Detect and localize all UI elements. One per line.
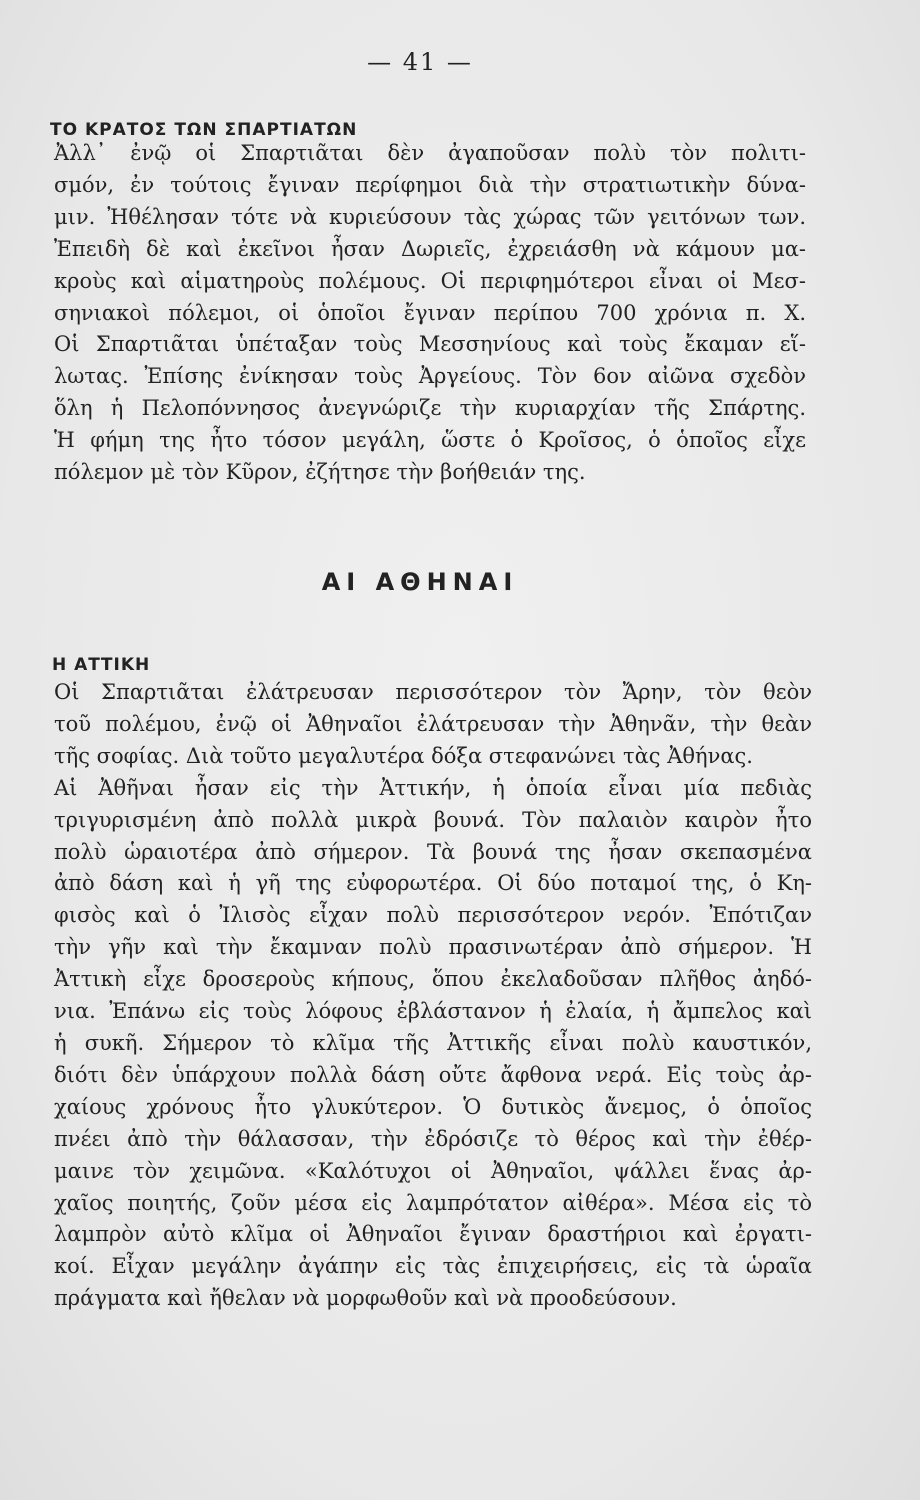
text-line: τριγυρισμένη ἀπὸ πολλὰ μικρὰ βουνά. Τὸν παλαιὸν καιρὸν ἦτο [54, 807, 812, 832]
text-line: κροὺς καὶ αἱματηροὺς πολέμους. Οἱ περιφημότεροι εἶναι οἱ Μεσ- [54, 268, 806, 293]
text-line: πνέει ἀπὸ τὴν θάλασσαν, τὴν ἐδρόσιζε τὸ θέρος καὶ τὴν ἐθέρ- [54, 1126, 812, 1151]
chapter-title: ΑΙ ΑΘΗΝΑΙ [321, 568, 519, 596]
text-line: λωτας. Ἐπίσης ἐνίκησαν τοὺς Ἀργείους. Τὸν 6ον αἰῶνα σχεδὸν [54, 364, 806, 389]
text-line: Ἡ φήμη της ἦτο τόσον μεγάλη, ὥστε ὁ Κροῖσος, ὁ ὁποῖος εἶχε [54, 428, 806, 453]
text-line: μιν. Ἠθέλησαν τότε νὰ κυριεύσουν τὰς χώρας τῶν γειτόνων των. [54, 204, 806, 229]
text-line: πόλεμον μὲ τὸν Κῦρον, ἐζήτησε τὴν βοήθειάν της. [54, 460, 586, 485]
text-line: Ἀττικὴ εἶχε δροσεροὺς κήπους, ὅπου ἐκελαδοῦσαν πλῆθος ἀηδό- [54, 967, 812, 992]
text-line: ἀπὸ δάση καὶ ἡ γῆ της εὐφορωτέρα. Οἱ δύο ποταμοί της, ὁ Κη- [54, 871, 812, 896]
text-line: νια. Ἐπάνω εἰς τοὺς λόφους ἐβλάστανον ἡ ἐλαία, ἡ ἄμπελος καὶ [54, 999, 812, 1024]
text-line: σηνιακοὶ πόλεμοι, οἱ ὁποῖοι ἔγιναν περίπου 700 χρόνια π. Χ. [54, 300, 806, 325]
text-line: πράγματα καὶ ἤθελαν νὰ μορφωθοῦν καὶ νὰ προοδεύσουν. [54, 1286, 677, 1311]
text-line: πολὺ ὡραιοτέρα ἀπὸ σήμερον. Τὰ βουνά της ἦσαν σκεπασμένα [54, 839, 812, 864]
text-line: Οἱ Σπαρτιᾶται ἐλάτρευσαν περισσότερον τὸν Ἄρην, τὸν θεὸν [54, 680, 812, 704]
paragraph-attiki [54, 677, 812, 1315]
text-line: φισὸς καὶ ὁ Ἰλισὸς εἶχαν πολὺ περισσότερον νερόν. Ἐπότιζαν [54, 903, 812, 928]
text-line: Ἐπειδὴ δὲ καὶ ἐκεῖνοι ἦσαν Δωριεῖς, ἐχρειάσθη νὰ κάμουν μα- [54, 236, 806, 261]
paragraph-sparta [54, 138, 806, 489]
text-line: μαινε τὸν χειμῶνα. «Καλότυχοι οἱ Ἀθηναῖοι, ψάλλει ἕνας ἀρ- [54, 1158, 812, 1183]
text-line: τοῦ πολέμου, ἐνῷ οἱ Ἀθηναῖοι ἐλάτρευσαν τὴν Ἀθηνᾶν, τὴν θεὰν [54, 711, 812, 736]
text-line: διότι δὲν ὑπάρχουν πολλὰ δάση οὔτε ἄφθονα νερά. Εἰς τοὺς ἀρ- [54, 1062, 812, 1087]
text-line: σμόν, ἐν τούτοις ἔγιναν περίφημοι διὰ τὴν στρατιωτικὴν δύνα- [54, 172, 806, 197]
text-line: Αἱ Ἀθῆναι ἦσαν εἰς τὴν Ἀττικήν, ἡ ὁποία εἶναι μία πεδιὰς [54, 775, 812, 800]
text-line: ὅλη ἡ Πελοπόννησος ἀνεγνώριζε τὴν κυριαρχίαν τῆς Σπάρτης. [54, 396, 806, 421]
text-line: τῆς σοφίας. Διὰ τοῦτο μεγαλυτέρα δόξα στεφανώνει τὰς Ἀθήνας. [54, 743, 753, 768]
text-line: χαῖος ποιητής, ζοῦν μέσα εἰς λαμπρότατον αἰθέρα». Μέσα εἰς τὸ [54, 1190, 812, 1215]
text-line: κοί. Εἶχαν μεγάλην ἀγάπην εἰς τὰς ἐπιχειρήσεις, εἰς τὰ ὡραῖα [54, 1254, 812, 1279]
page-number: — 41 — [367, 48, 473, 76]
text-line: τὴν γῆν καὶ τὴν ἔκαμναν πολὺ πρασινωτέραν ἀπὸ σήμερον. Ἡ [54, 935, 812, 960]
section-heading-sparta: ΤΟ ΚΡΑΤΟΣ ΤΩΝ ΣΠΑΡΤΙΑΤΩΝ [50, 120, 358, 140]
text-line: ἡ συκῆ. Σήμερον τὸ κλῖμα τῆς Ἀττικῆς εἶναι πολὺ καυστικόν, [54, 1030, 812, 1055]
text-line: Ἀλλ᾽ ἐνῷ οἱ Σπαρτιᾶται δὲν ἀγαποῦσαν πολὺ τὸν πολιτι- [54, 141, 806, 165]
text-line: λαμπρὸν αὐτὸ κλῖμα οἱ Ἀθηναῖοι ἔγιναν δραστήριοι καὶ ἐργατι- [54, 1222, 812, 1247]
section-heading-attiki: Η ΑΤΤΙΚΗ [52, 655, 151, 675]
text-line: Οἱ Σπαρτιᾶται ὑπέταξαν τοὺς Μεσσηνίους καὶ τοὺς ἔκαμαν εἵ- [54, 332, 806, 357]
text-line: χαίους χρόνους ἦτο γλυκύτερον. Ὁ δυτικὸς ἄνεμος, ὁ ὁποῖος [54, 1094, 812, 1119]
